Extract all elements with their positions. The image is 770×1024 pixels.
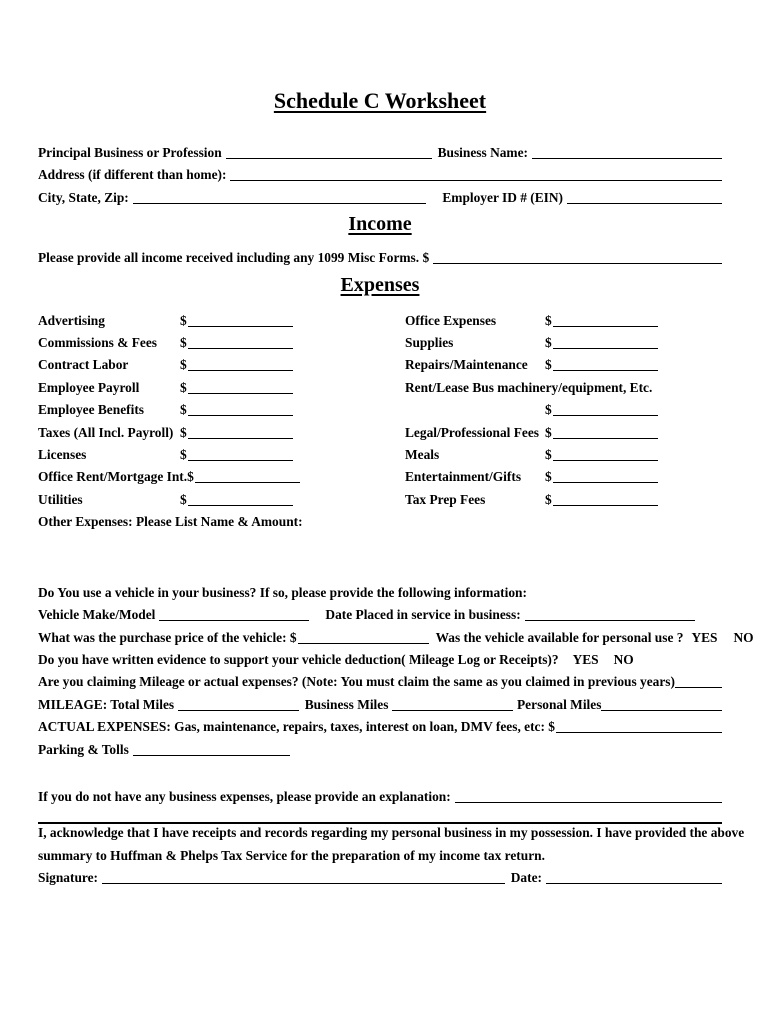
entertainment-gifts-amount-field[interactable] [553,470,658,483]
expenses-right-column [405,310,722,512]
city-state-zip-row [38,187,722,209]
claiming-field[interactable] [675,675,722,688]
dollar-sign: $ [180,447,187,463]
written-evidence-row [38,649,722,671]
other-expenses-row [38,511,722,533]
expense-label: Commissions & Fees [38,335,158,351]
expense-label: Entertainment/Gifts [405,469,522,485]
date-label: Date: [510,870,542,886]
licenses-amount-field[interactable] [188,448,293,461]
expenses-left-column [38,310,405,512]
rent-lease-amount-field[interactable] [553,403,658,416]
actual-expenses-field[interactable] [556,720,722,733]
actual-expenses-row [38,716,722,738]
acknowledgement-line1 [38,822,745,844]
address-field[interactable] [230,168,722,181]
expense-row-taxes [38,422,405,444]
supplies-amount-field[interactable] [553,336,658,349]
purchase-price-label: What was the purchase price of the vehicle: $ [38,629,297,645]
signature-field[interactable] [102,871,505,884]
dollar-sign: $ [180,357,187,373]
dollar-sign: $ [180,335,187,351]
expense-row-legal-professional [405,422,722,444]
expenses-heading [38,270,722,300]
amount-group [545,332,658,354]
expense-row-supplies [405,332,722,354]
amount-group [180,377,293,399]
expense-row-contract-labor [38,354,405,376]
dollar-sign: $ [180,424,187,440]
expense-label: Utilities [38,491,83,507]
advertising-amount-field[interactable] [188,314,293,327]
parking-tolls-row [38,739,722,761]
office-rent-amount-field[interactable] [195,470,300,483]
explanation-continuation-row [38,808,722,822]
actual-expenses-label: ACTUAL EXPENSES: Gas, maintenance, repairs, taxes, interest on loan, DMV fees, etc: $ [38,719,555,735]
vehicle-intro-row [38,582,722,604]
amount-group [545,354,658,376]
expense-label: Tax Prep Fees [405,491,486,507]
business-miles-field[interactable] [392,698,513,711]
expense-label: Rent/Lease Bus machinery/equipment, Etc. [405,379,653,395]
claiming-label: Are you claiming Mileage or actual expenses? (Note: You must claim the same as you claimed in previous years) [38,674,675,690]
page-title-text: Schedule C Worksheet [273,88,487,113]
dollar-sign: $ [545,491,552,507]
expense-label: Employee Benefits [38,402,144,418]
amount-group [545,444,658,466]
written-evidence-label: Do you have written evidence to support your vehicle deduction( Mileage Log or Receipts)? [38,651,559,667]
total-miles-field[interactable] [178,698,299,711]
expense-row-advertising [38,310,405,332]
amount-group [545,422,658,444]
income-instruction-label: Please provide all income received including any 1099 Misc Forms. $ [38,250,430,266]
explanation-field-line2[interactable] [38,810,722,824]
amount-group [545,310,658,332]
expense-label: Licenses [38,447,87,463]
date-placed-label: Date Placed in service in business: [325,607,521,623]
personal-miles-label: Personal Miles [517,696,602,712]
dollar-sign: $ [545,357,552,373]
dollar-sign: $ [187,469,194,485]
parking-tolls-label: Parking & Tolls [38,741,129,757]
expense-row-employee-payroll [38,377,405,399]
expense-row-office-rent [38,466,405,488]
commissions-fees-amount-field[interactable] [188,336,293,349]
claiming-row [38,671,722,693]
dollar-sign: $ [545,312,552,328]
expense-label: Repairs/Maintenance [405,357,528,373]
income-heading [38,209,722,239]
personal-use-label: Was the vehicle available for personal use ? [435,629,684,645]
explanation-label: If you do not have any business expenses, please provide an explanation: [38,788,451,804]
mileage-row [38,694,722,716]
acknowledgement-line2 [38,845,722,867]
repairs-maintenance-amount-field[interactable] [553,358,658,371]
vehicle-make-model-label: Vehicle Make/Model [38,607,156,623]
business-miles-label: Business Miles [304,696,389,712]
taxes-amount-field[interactable] [188,426,293,439]
expense-label: Office Expenses [405,312,497,328]
vehicle-section [38,582,754,761]
date-field[interactable] [546,871,722,884]
employer-id-field[interactable] [567,191,722,204]
amount-group [187,466,300,488]
dollar-sign: $ [180,379,187,395]
expense-label: Supplies [405,335,454,351]
expenses-heading-text: Expenses [340,273,420,296]
purchase-price-row [38,627,754,649]
expense-row-rent-lease-machinery [405,377,722,399]
dollar-sign: $ [180,491,187,507]
meals-amount-field[interactable] [553,448,658,461]
legal-professional-amount-field[interactable] [553,426,658,439]
expense-row-meals [405,444,722,466]
vehicle-make-model-row [38,604,722,626]
employee-benefits-amount-field[interactable] [188,403,293,416]
personal-use-no-option[interactable]: NO [733,629,754,645]
expense-row-rent-lease-amount [405,399,722,421]
office-expenses-amount-field[interactable] [553,314,658,327]
vehicle-make-model-field[interactable] [159,608,309,621]
written-evidence-yes-option[interactable]: YES [572,651,599,667]
contract-labor-amount-field[interactable] [188,358,293,371]
amount-group [180,489,293,511]
dollar-sign: $ [180,312,187,328]
tax-prep-fees-amount-field[interactable] [553,493,658,506]
employee-payroll-amount-field[interactable] [188,381,293,394]
dollar-sign: $ [545,402,552,418]
employer-id-label: Employer ID # (EIN) [442,189,563,205]
vehicle-intro-label: Do You use a vehicle in your business? If so, please provide the following information: [38,584,527,600]
personal-use-yes-option[interactable]: YES [691,629,718,645]
other-expenses-label: Other Expenses: Please List Name & Amount: [38,514,303,530]
signature-label: Signature: [38,870,99,886]
amount-group [180,354,293,376]
dollar-sign: $ [545,447,552,463]
business-name-field[interactable] [532,146,722,159]
page-title [38,86,722,116]
expense-label: Taxes (All Incl. Payroll) [38,424,174,440]
expense-row-tax-prep-fees [405,489,722,511]
expense-label: Meals [405,447,440,463]
principal-business-field[interactable] [226,146,432,159]
income-heading-text: Income [348,213,412,236]
address-row [38,164,722,186]
expense-row-office-expenses [405,310,722,332]
expense-label: Legal/Professional Fees [405,424,540,440]
signature-row [38,867,722,889]
amount-group [545,399,658,421]
dollar-sign: $ [545,469,552,485]
dollar-sign: $ [545,424,552,440]
expense-label: Employee Payroll [38,379,140,395]
amount-group [180,310,293,332]
expense-label: Contract Labor [38,357,129,373]
utilities-amount-field[interactable] [188,493,293,506]
expense-label: Advertising [38,312,105,328]
explanation-row [38,786,722,808]
amount-group [180,332,293,354]
amount-group [545,489,658,511]
date-placed-field[interactable] [525,608,695,621]
written-evidence-no-option[interactable]: NO [613,651,634,667]
amount-group [180,444,293,466]
explanation-field-line1[interactable] [455,790,722,803]
expense-row-entertainment-gifts [405,466,722,488]
address-label: Address (if different than home): [38,167,227,183]
income-amount-field[interactable] [433,251,722,264]
expense-row-employee-benefits [38,399,405,421]
expense-row-utilities [38,489,405,511]
expense-row-repairs-maintenance [405,354,722,376]
personal-miles-field[interactable] [601,698,722,711]
expenses-grid [38,310,722,512]
city-state-zip-label: City, State, Zip: [38,189,129,205]
acknowledgement-text-2: summary to Huffman & Phelps Tax Service for the preparation of my income tax return. [38,847,545,863]
income-row [38,247,722,269]
principal-business-row [38,142,722,164]
expense-row-licenses [38,444,405,466]
business-name-label: Business Name: [437,145,528,160]
dollar-sign: $ [545,335,552,351]
expense-row-commissions-fees [38,332,405,354]
amount-group [180,399,293,421]
explanation-section [38,786,745,890]
expense-label: Office Rent/Mortgage Int. [38,469,188,485]
acknowledgement-text-1: I, acknowledge that I have receipts and records regarding my personal business in my possession. I have provided the above [38,825,745,841]
purchase-price-field[interactable] [298,631,429,644]
parking-tolls-field[interactable] [133,743,290,756]
mileage-total-label: MILEAGE: Total Miles [38,696,175,712]
amount-group [545,466,658,488]
city-state-zip-field[interactable] [133,191,427,204]
dollar-sign: $ [180,402,187,418]
amount-group [180,422,293,444]
principal-business-label: Principal Business or Profession [38,145,222,160]
